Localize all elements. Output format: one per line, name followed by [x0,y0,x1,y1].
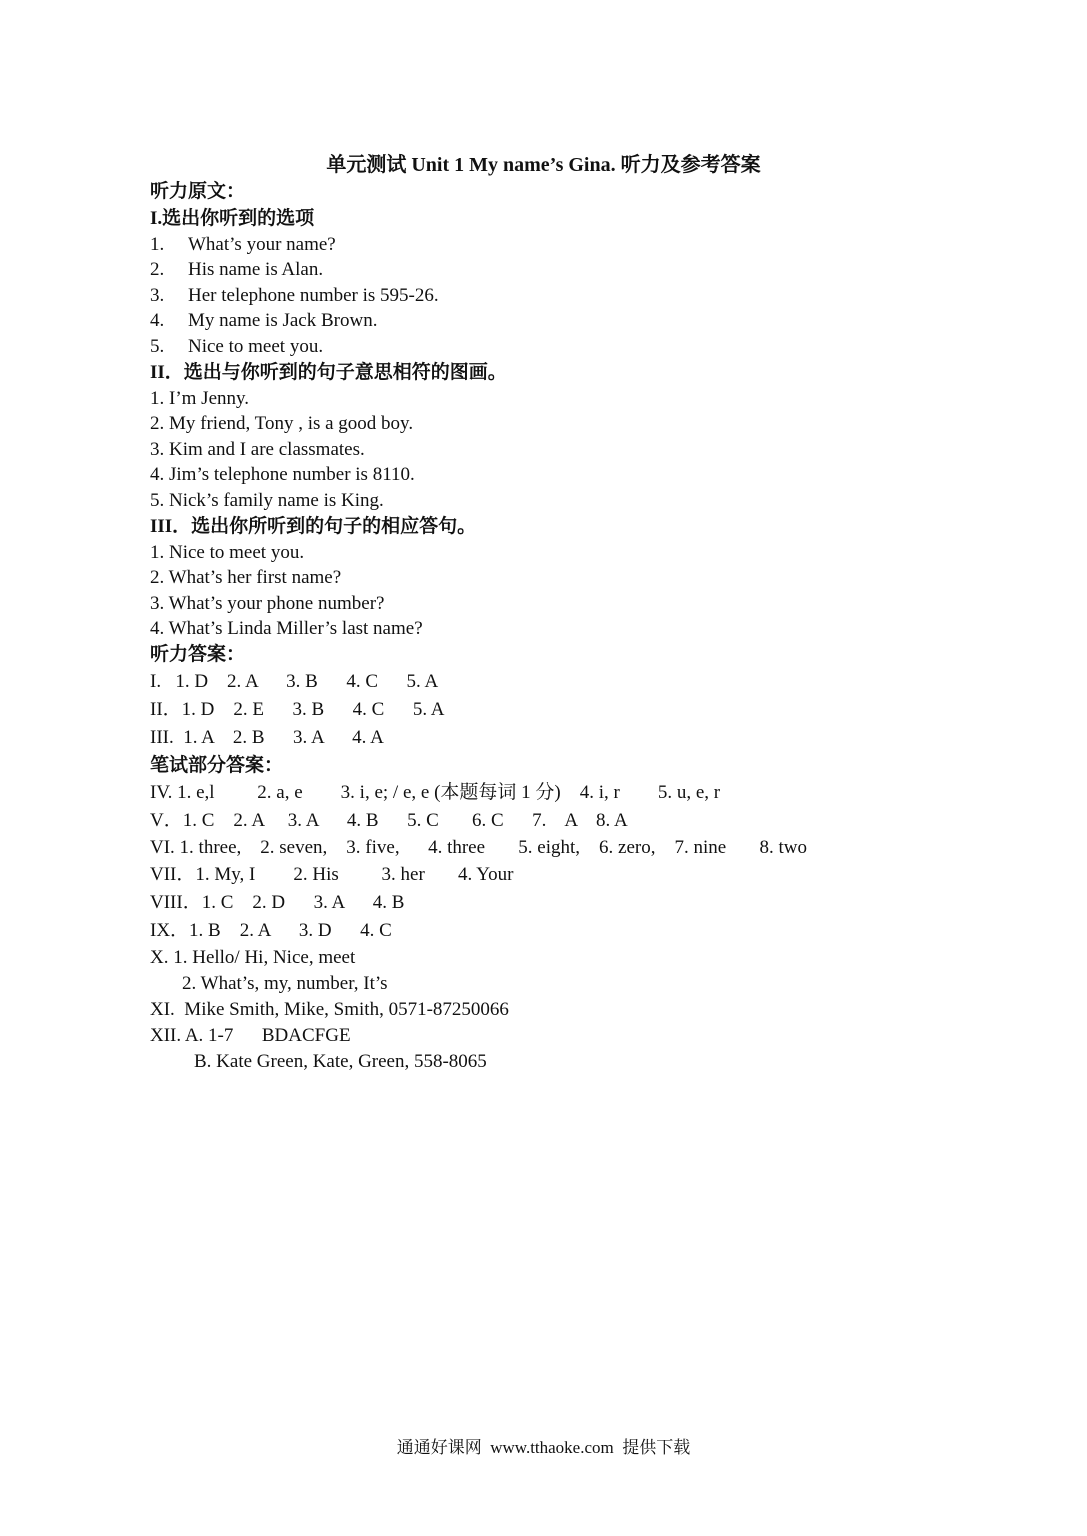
list-item [150,308,1030,333]
answer-line: VII．1. My, I 2. His 3. her 4. Your [150,864,514,886]
list-item: 3. Kim and I are classmates. [150,438,365,460]
item-number: 4. [150,310,165,332]
listening-answers-list [150,668,1030,752]
listening-script-heading: 听力原文： [150,181,246,202]
section-1-heading: I.选出你听到的选项 [150,208,315,229]
answer-line: X. 1. Hello/ Hi, Nice, meet [150,947,356,969]
list-item [150,283,1030,308]
answer-line: IX．1. B 2. A 3. D 4. C [150,920,392,942]
item-number: 1. [150,234,165,255]
section-3-list [150,540,1030,642]
answer-line: 2. What’s, my, number, It’s [182,973,388,995]
answer-line: XI. Mike Smith, Mike, Smith, 0571-87250066 [150,999,509,1021]
page-title: 单元测试 Unit 1 My name’s Gina. 听力及参考答案 [326,154,761,176]
answer-line: VIII．1. C 2. D 3. A 4. B [150,892,405,914]
item-text: His name is Alan. [188,259,324,281]
written-answers-list [150,779,1030,1075]
section-3-heading: III．选出你所听到的句子的相应答句。 [150,515,477,537]
answer-line: VI. 1. three, 2. seven, 3. five, 4. three 5. eight, 6. zero, 7. nine 8. two [150,837,807,859]
answer-line: II．1. D 2. E 3. B 4. C 5. A [150,699,445,721]
list-item: 2. My friend, Tony , is a good boy. [150,413,414,435]
list-item: 5. Nick’s family name is King. [150,489,384,511]
list-item: 4. Jim’s telephone number is 8110. [150,464,415,486]
list-item [150,232,1030,257]
item-number: 3. [150,284,165,306]
content-body [150,178,1030,1075]
section-2-heading: II．选出与你听到的句子意思相符的图画。 [150,361,507,383]
answer-line: B. Kate Green, Kate, Green, 558-8065 [194,1051,487,1073]
item-number: 5. [150,335,165,357]
listening-answers-heading: 听力答案： [150,644,246,666]
item-text: What’s your name? [188,234,336,255]
answer-line: I. 1. D 2. A 3. B 4. C 5. A [150,671,439,693]
item-text: My name is Jack Brown. [188,310,378,332]
list-item: 3. What’s your phone number? [150,592,385,614]
page-footer: 通通好课网 www.tthaoke.com 提供下载 [396,1438,691,1457]
list-item: 2. What’s her first name? [150,567,342,589]
item-number: 2. [150,259,165,281]
answer-line: V．1. C 2. A 3. A 4. B 5. C 6. C 7. A 8. A [150,810,628,832]
written-answers-heading: 笔试部分答案： [150,755,284,777]
list-item [150,257,1030,282]
list-item: 1. I’m Jenny. [150,387,250,409]
section-1-list [150,232,1030,359]
item-text: Nice to meet you. [188,335,324,357]
item-text: Her telephone number is 595-26. [188,284,439,306]
list-item [150,334,1030,359]
list-item: 4. What’s Linda Miller’s last name? [150,618,423,640]
list-item: 1. Nice to meet you. [150,541,305,563]
section-2-list [150,386,1030,513]
answer-line: IV. 1. e,l 2. a, e 3. i, e; / e, e (本题每词 1 分) 4. i, r 5. u, e, r [150,782,721,804]
answer-line: III. 1. A 2. B 3. A 4. A [150,727,384,749]
answer-line: XII. A. 1-7 BDACFGE [150,1025,351,1047]
